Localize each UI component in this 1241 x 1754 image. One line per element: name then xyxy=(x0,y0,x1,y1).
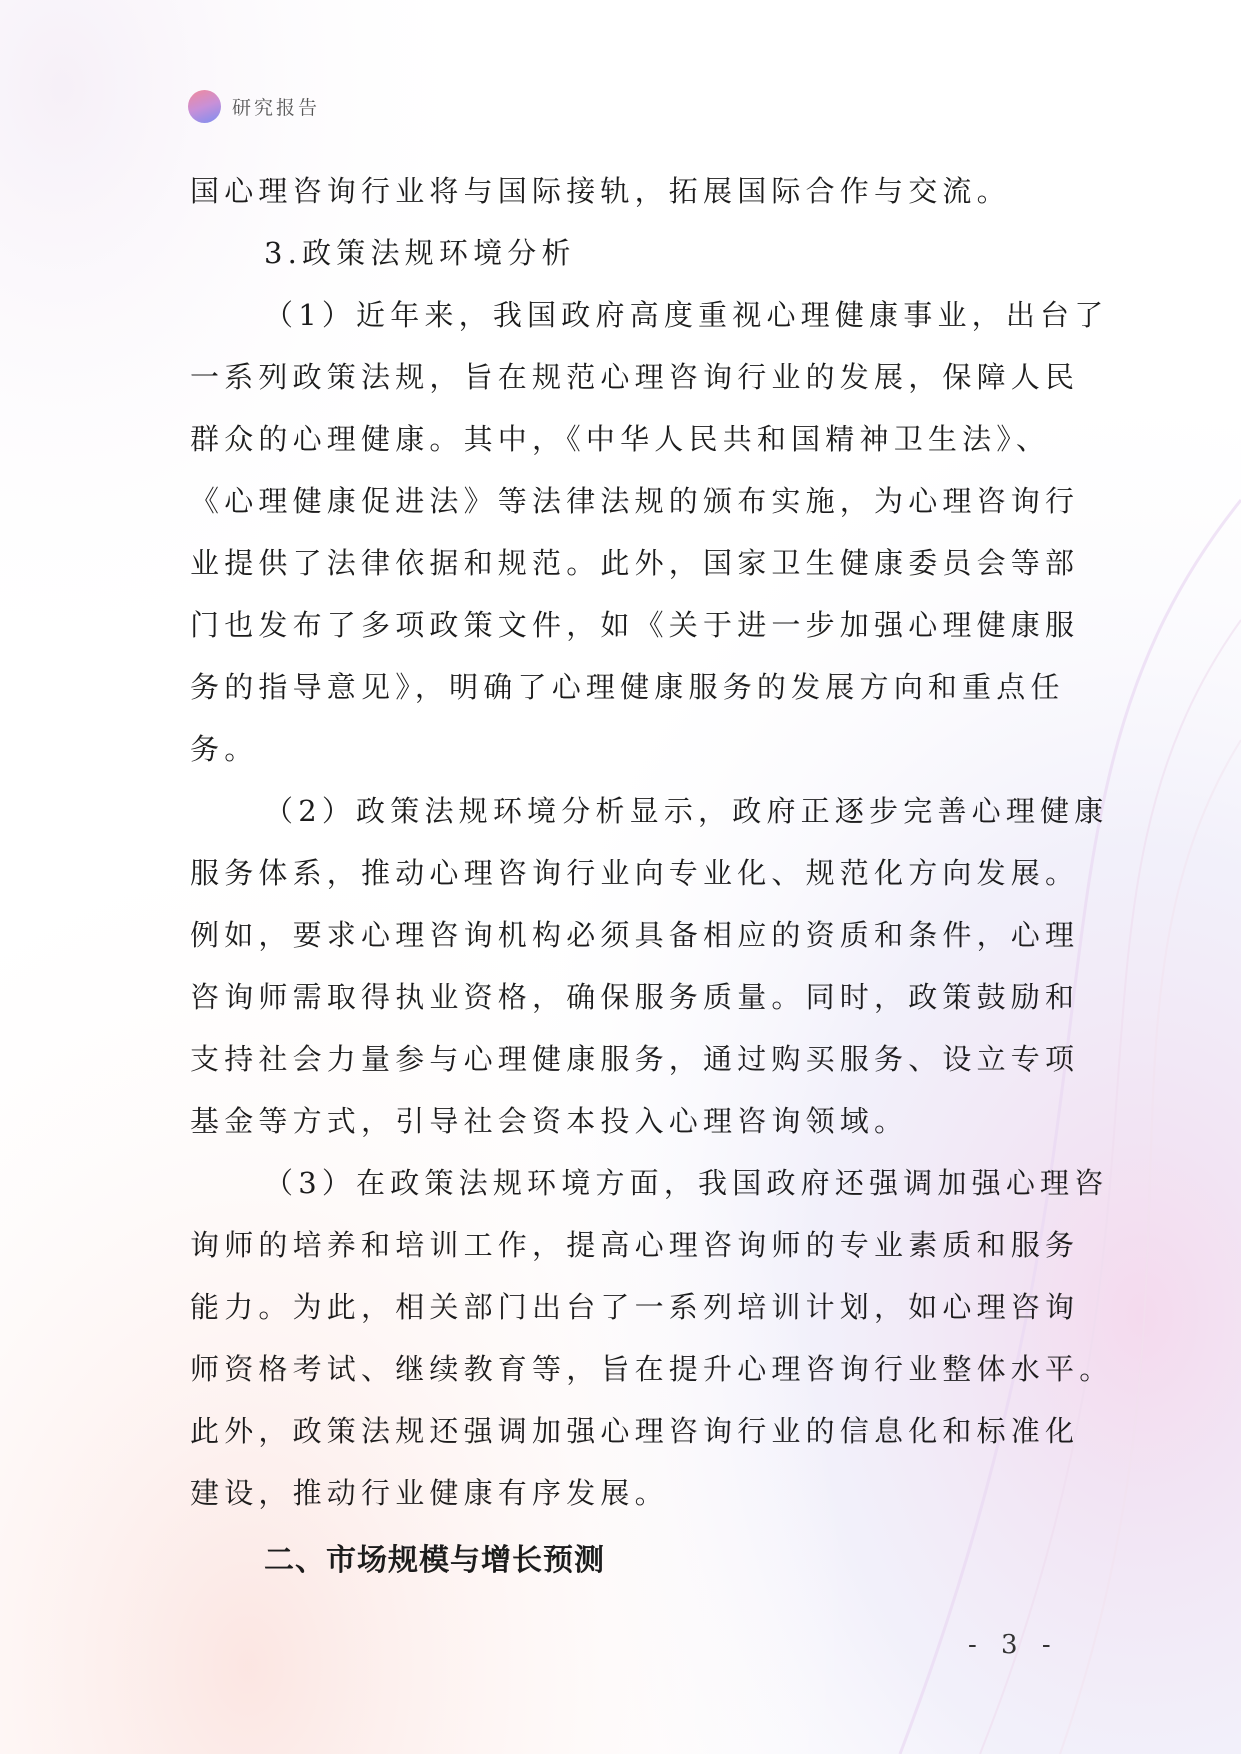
page-number: - 3 - xyxy=(968,1630,1059,1660)
section-heading: 二、市场规模与增长预测 xyxy=(264,1543,605,1578)
paragraph-1-start: （1）近年来，我国政府高度重视心理健康事业，出台了 xyxy=(264,298,1109,332)
body-line: 基金等方式，引导社会资本投入心理咨询领域。 xyxy=(190,1104,909,1138)
section-subheading: 3.政策法规环境分析 xyxy=(264,236,576,270)
body-line: 咨询师需取得执业资格，确保服务质量。同时，政策鼓励和 xyxy=(190,980,1080,1014)
logo-circle-icon xyxy=(188,90,221,123)
body-line: 例如，要求心理咨询机构必须具备相应的资质和条件，心理 xyxy=(190,918,1080,952)
document-body xyxy=(190,160,1114,1592)
paragraph-3-start: （3）在政策法规环境方面，我国政府还强调加强心理咨 xyxy=(264,1166,1109,1200)
body-line: 此外，政策法规还强调加强心理咨询行业的信息化和标准化 xyxy=(190,1414,1080,1448)
body-line: 支持社会力量参与心理健康服务，通过购买服务、设立专项 xyxy=(190,1042,1080,1076)
body-line: 建设，推动行业健康有序发展。 xyxy=(190,1476,669,1510)
body-line: 服务体系，推动心理咨询行业向专业化、规范化方向发展。 xyxy=(190,856,1080,890)
body-line: 务的指导意见》，明确了心理健康服务的发展方向和重点任 xyxy=(190,670,1065,704)
body-line: 一系列政策法规，旨在规范心理咨询行业的发展，保障人民 xyxy=(190,360,1080,394)
body-line: 师资格考试、继续教育等，旨在提升心理咨询行业整体水平。 xyxy=(190,1352,1114,1386)
body-line: 门也发布了多项政策文件，如《关于进一步加强心理健康服 xyxy=(190,608,1080,642)
page-header xyxy=(188,88,320,124)
header-label: 研究报告 xyxy=(232,96,321,119)
paragraph-2-start: （2）政策法规环境分析显示，政府正逐步完善心理健康 xyxy=(264,794,1109,828)
body-line: 业提供了法律依据和规范。此外，国家卫生健康委员会等部 xyxy=(190,546,1080,580)
body-line: 《心理健康促进法》等法律法规的颁布实施，为心理咨询行 xyxy=(190,484,1080,518)
body-line: 务。 xyxy=(190,732,259,766)
body-line: 询师的培养和培训工作，提高心理咨询师的专业素质和服务 xyxy=(190,1228,1080,1262)
body-line: 能力。为此，相关部门出台了一系列培训计划，如心理咨询 xyxy=(190,1290,1080,1324)
body-line: 国心理咨询行业将与国际接轨，拓展国际合作与交流。 xyxy=(190,174,1011,208)
body-line: 群众的心理健康。其中，《中华人民共和国精神卫生法》、 xyxy=(190,422,1051,456)
